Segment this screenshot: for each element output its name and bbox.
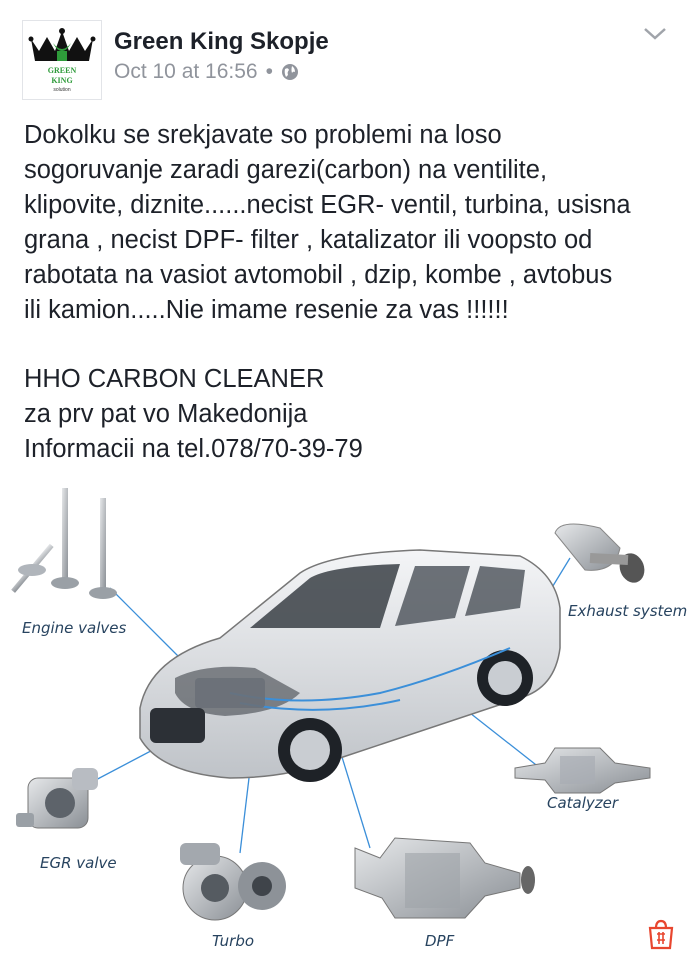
post-photo[interactable] bbox=[0, 478, 687, 960]
info-line-country: za prv pat vo Makedonija bbox=[24, 400, 308, 428]
shopping-bag-icon[interactable] bbox=[646, 918, 676, 950]
page-avatar[interactable] bbox=[22, 20, 102, 100]
engine-valves-icon bbox=[11, 488, 117, 599]
dpf-icon bbox=[355, 838, 535, 918]
globe-icon[interactable] bbox=[281, 63, 299, 81]
turbo-icon bbox=[180, 843, 286, 920]
meta-separator: • bbox=[265, 60, 273, 83]
post-meta bbox=[114, 60, 299, 84]
info-line-product: HHO CARBON CLEANER bbox=[24, 365, 325, 393]
page-name-link[interactable]: Green King Skopje bbox=[114, 28, 329, 55]
label-engine-valves: Engine valves bbox=[22, 619, 127, 637]
post-info bbox=[24, 362, 674, 467]
car-diagram-illustration bbox=[0, 478, 687, 960]
logo-text-1: GREEN bbox=[47, 66, 77, 75]
label-dpf: DPF bbox=[425, 932, 455, 950]
label-catalyzer: Catalyzer bbox=[547, 794, 619, 812]
post-text: Dokolku se srekjavate so problemi na loso sogoruvanje zaradi garezi(carbon) na ventilite, klipovite, diznite......necist EGR- ventil, turbina, usisna grana , necist DPF- filter , katalizator ili voopsto od rabotata na vasiot avtomobil , dzip, kombe , avtobus ili kamion.....Nie imame resenie za vas !!!!!! bbox=[24, 121, 631, 324]
car-icon bbox=[140, 550, 560, 782]
post-header bbox=[0, 0, 687, 110]
label-egr-valve: EGR valve bbox=[40, 854, 117, 872]
egr-valve-icon bbox=[16, 768, 98, 828]
label-exhaust-system: Exhaust system bbox=[568, 602, 687, 620]
catalyzer-icon bbox=[515, 748, 650, 793]
label-turbo: Turbo bbox=[212, 932, 255, 950]
post-timestamp[interactable]: Oct 10 at 16:56 bbox=[114, 60, 258, 83]
logo-text-2: KING bbox=[51, 76, 73, 85]
info-line-phone[interactable]: Informacii na tel.078/70-39-79 bbox=[24, 435, 363, 463]
logo-text-3: solution bbox=[53, 87, 71, 93]
crown-logo-icon bbox=[23, 21, 101, 99]
chevron-down-icon[interactable] bbox=[640, 24, 670, 44]
exhaust-system-icon bbox=[555, 524, 648, 586]
